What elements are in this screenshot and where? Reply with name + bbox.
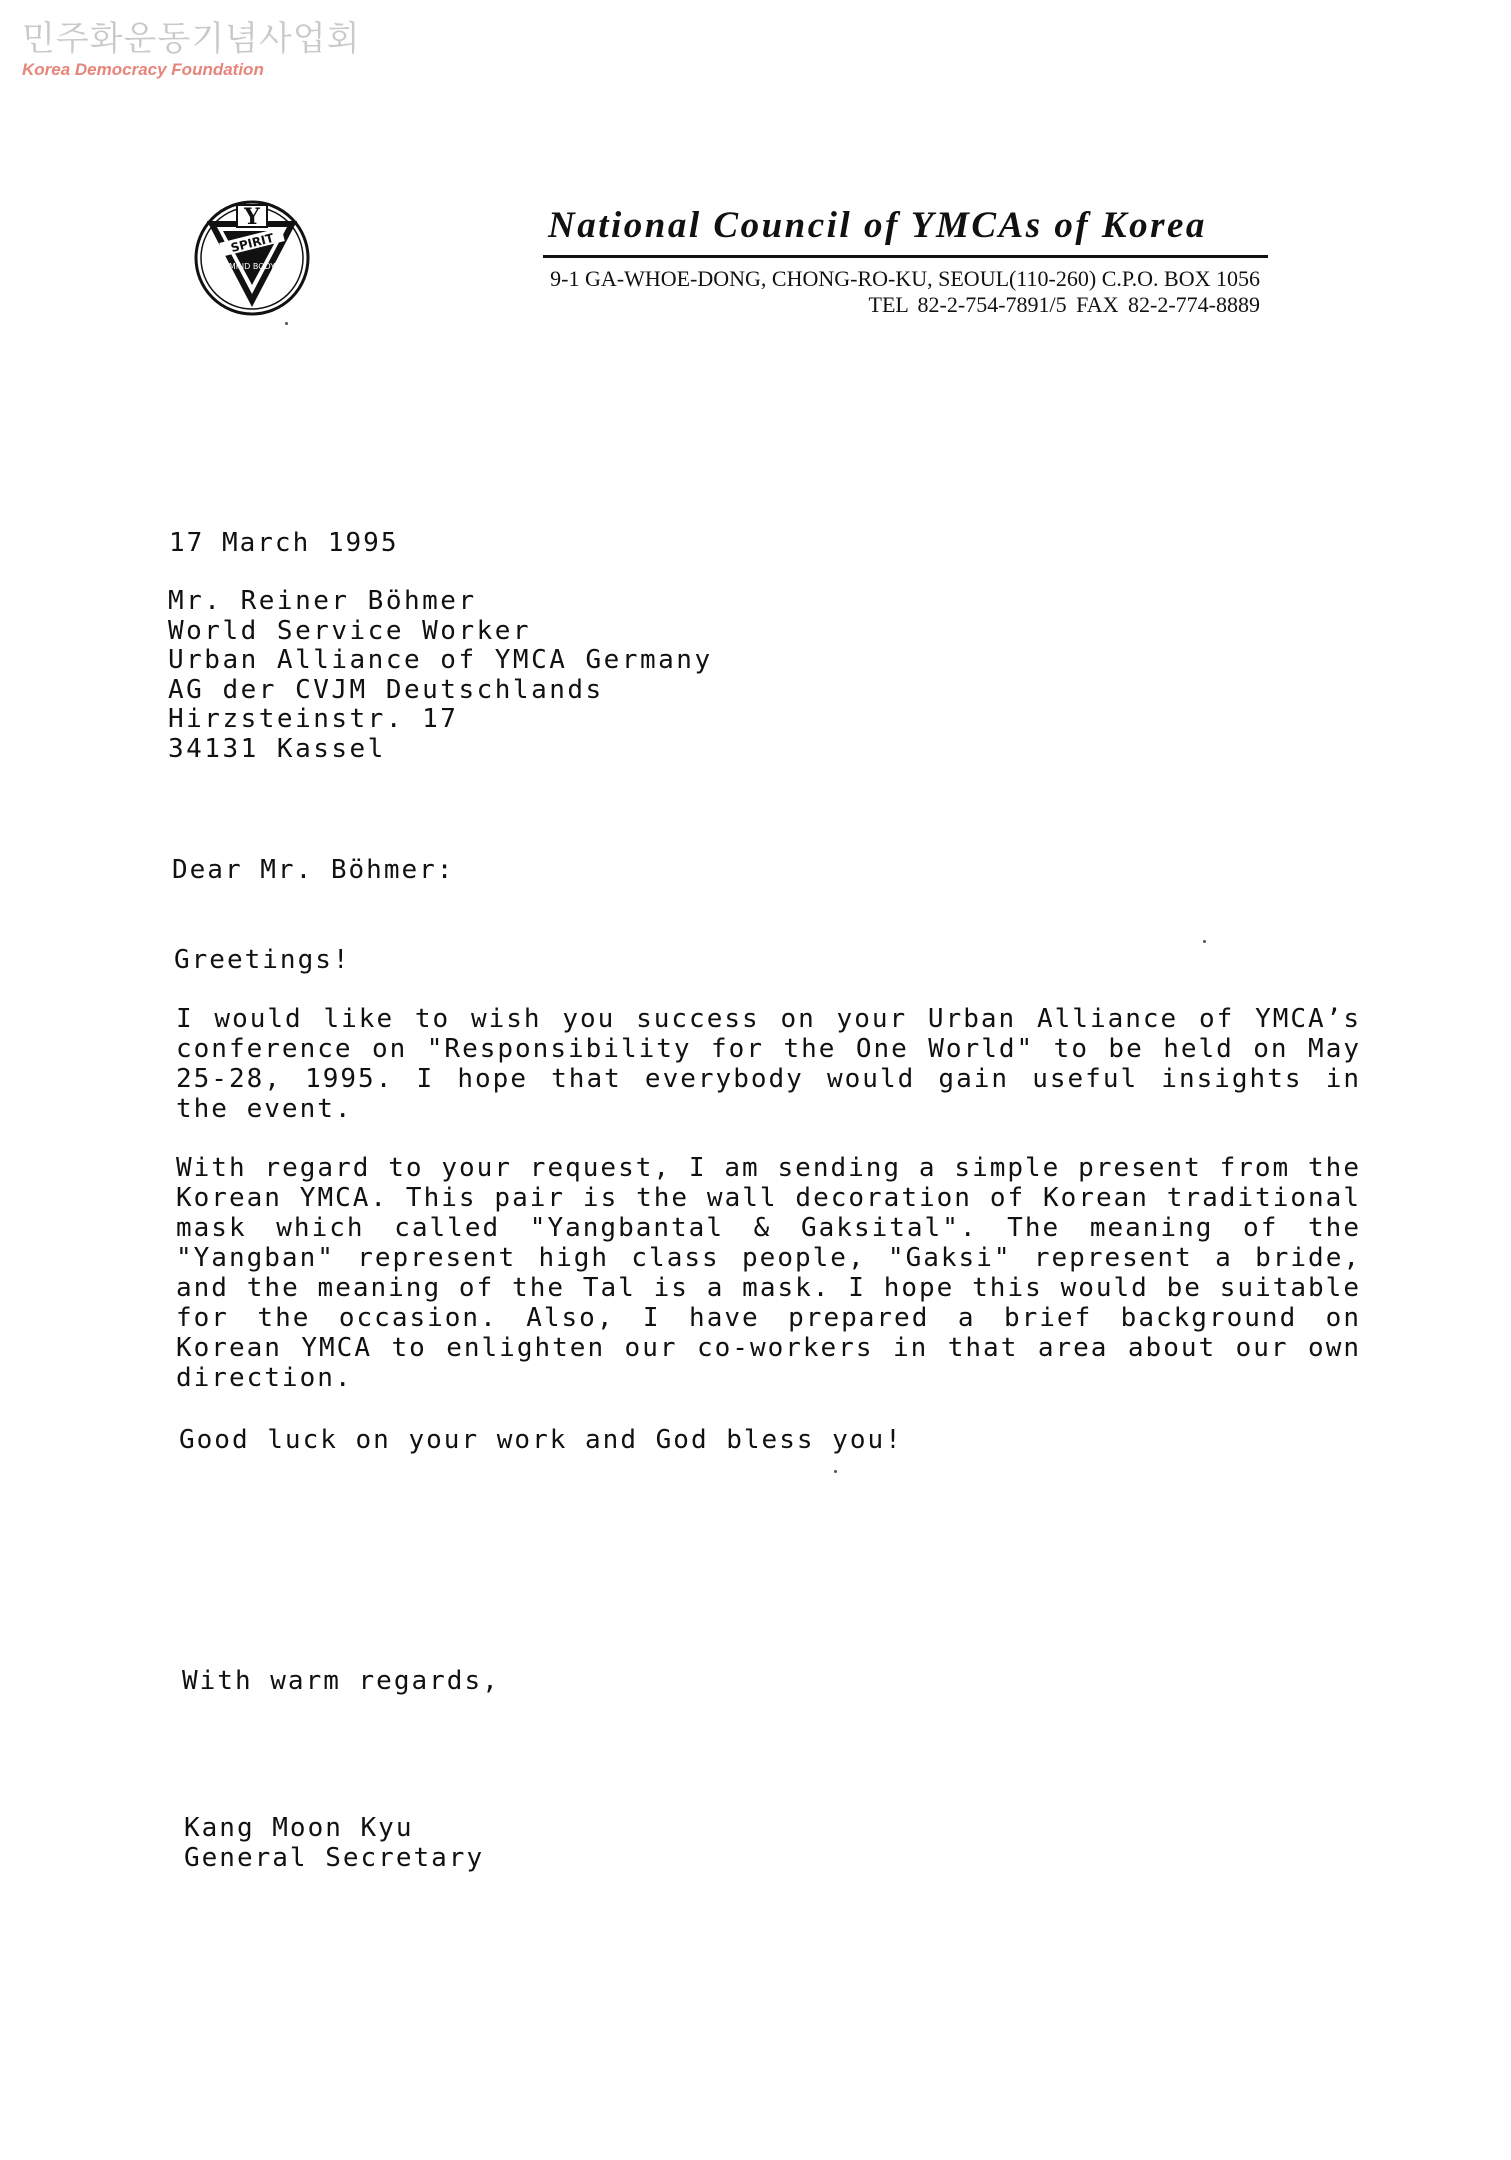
letter-date: 17 March 1995 bbox=[169, 528, 399, 558]
recipient-line: Mr. Reiner Böhmer bbox=[168, 586, 477, 616]
recipient-line: AG der CVJM Deutschlands bbox=[168, 674, 604, 705]
body-paragraph: With regard to your request, I am sending a simple present from the Korean YMCA. This pair is the wall decoration of Korean traditional mask which called "Yangbantal & Gaksital". The meaning of the "Yangban" represent high class people, "Gaksi" represent a bride, and the meaning of the Tal is a mask. I hope this would be suitable for the occasion. Also, I have prepared a brief background on Korean YMCA to enlighten our co-workers in that area about our own direction. bbox=[176, 1153, 1361, 1393]
ymca-emblem-icon bbox=[193, 199, 311, 317]
watermark-korean-text: 민주화운동기념사업회 bbox=[22, 19, 361, 59]
watermark-english-text: Korea Democracy Foundation bbox=[22, 60, 264, 79]
letterhead-contact: TEL 82-2-754-7891/5 FAX 82-2-774-8889 bbox=[868, 292, 1260, 317]
foundation-watermark bbox=[22, 18, 360, 80]
closing-wish: Good luck on your work and God bless you! bbox=[179, 1425, 903, 1455]
salutation: Dear Mr. Böhmer: bbox=[172, 855, 455, 885]
body-paragraph: I would like to wish you success on your Urban Alliance of YMCA’s conference on "Responsibility for the One World" to be held on May 25-28, 1995. I hope that everybody would gain useful insights in the event. bbox=[176, 1004, 1361, 1124]
recipient-line: Urban Alliance of YMCA Germany bbox=[168, 645, 713, 675]
recipient-address bbox=[168, 587, 713, 764]
letterhead-address: 9-1 GA-WHOE-DONG, CHONG-RO-KU, SEOUL(110-260) C.P.O. BOX 1056 bbox=[550, 266, 1260, 291]
greeting: Greetings! bbox=[174, 945, 351, 975]
signatory-title: General Secretary bbox=[184, 1843, 485, 1873]
svg-text:Y: Y bbox=[244, 204, 260, 230]
letterhead-rule bbox=[543, 255, 1268, 258]
signatory-name: Kang Moon Kyu bbox=[184, 1813, 414, 1843]
recipient-line: 34131 Kassel bbox=[168, 733, 386, 764]
sign-off: With warm regards, bbox=[182, 1666, 500, 1696]
svg-text:SPIRIT: SPIRIT bbox=[229, 230, 276, 256]
scan-speck bbox=[1203, 940, 1206, 943]
recipient-line: World Service Worker bbox=[168, 615, 532, 646]
recipient-line: Hirzsteinstr. 17 bbox=[168, 704, 459, 734]
svg-text:MIND BODY: MIND BODY bbox=[228, 262, 276, 271]
letterhead-title: National Council of YMCAs of Korea bbox=[548, 205, 1207, 246]
scan-speck bbox=[285, 322, 288, 325]
scan-speck bbox=[834, 1470, 837, 1473]
